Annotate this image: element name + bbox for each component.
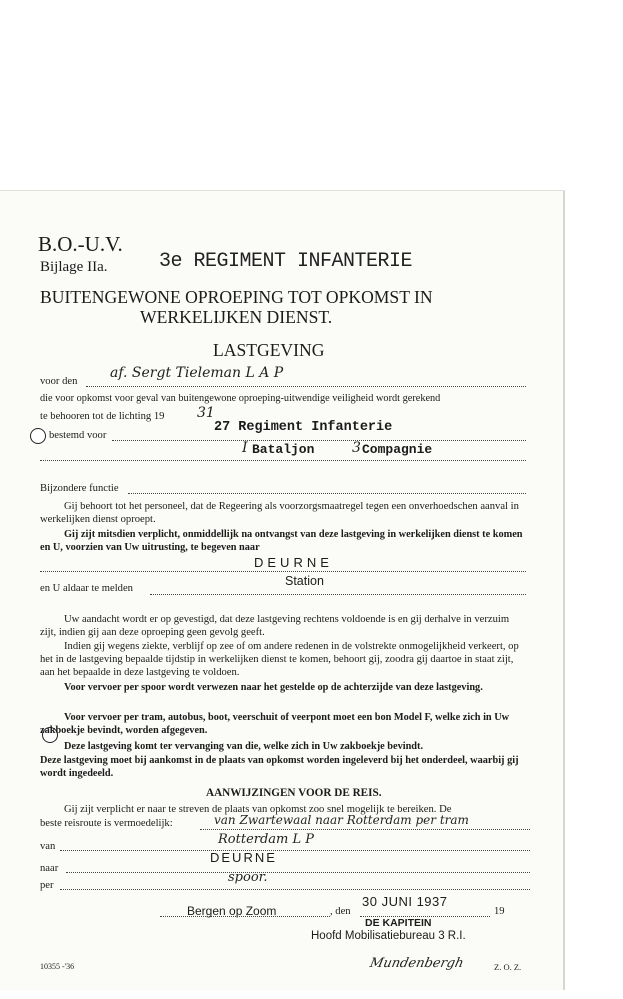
den-label: , den bbox=[330, 906, 351, 917]
route-line bbox=[200, 829, 530, 830]
compagnie-label: Compagnie bbox=[362, 442, 433, 457]
travel-heading: AANWIJZINGEN VOOR DE REIS. bbox=[206, 787, 382, 799]
van-label: van bbox=[40, 841, 56, 852]
travel-p1: Gij zijt verplicht er naar te streven de plaats van opkomst zoo snel mogelijk te bereiken. De bbox=[64, 804, 452, 815]
annex-label: Bijlage IIa. bbox=[40, 259, 108, 275]
instruction-p1: Gij behoort tot het personeel, dat de Regeering als voorzorgsmaatregel tegen een onverhoedschen aanval in werkelijken dienst oproept. bbox=[40, 501, 519, 526]
zoz-label: Z. O. Z. bbox=[494, 962, 522, 972]
report-label: en U aldaar te melden bbox=[40, 583, 133, 594]
instruction-p8: Deze lastgeving moet bij aankomst in de plaats van opkomst worden ingeleverd bij het onderdeel, waarbij gij wordt ingedeeld. bbox=[40, 755, 519, 780]
sheet-edge bbox=[563, 190, 565, 990]
instruction-p2: Gij zijt mitsdien verplicht, onmiddellijk na ontvangst van deze lastgeving in werkelijken dienst te komen en U, voorzien van Uw uitrusting, te begeven naar bbox=[40, 529, 523, 554]
instruction-p4: Indien gij wegens ziekte, verblijf op zee of om andere redenen in de volstrekte onmogelijkheid verkeert, op het in de lastgeving bepaalde tijdstip in werkelijken dienst te komen, behoort gij, zoodra gij daartoe in staat zijt, aan het bepaalde in deze lastgeving te voldoen. bbox=[40, 641, 519, 679]
footer-date: 30 JUNI 1937 bbox=[362, 894, 448, 909]
bataljon-line bbox=[40, 460, 526, 461]
footer-place: Bergen op Zoom bbox=[187, 904, 277, 918]
report-place: Station bbox=[285, 574, 324, 588]
naar-value: DEURNE bbox=[210, 850, 277, 865]
form-subtitle: LASTGEVING bbox=[213, 340, 325, 360]
instruction-p3: Uw aandacht wordt er op gevestigd, dat deze lastgeving rechtens voldoende is en gij derhalve in verzuim zijt, indien gij aan deze oproeping geen gevolg geeft. bbox=[40, 614, 510, 639]
van-line bbox=[60, 850, 530, 851]
instruction-p5: Voor vervoer per spoor wordt verwezen naar het gestelde op de achterzijde van deze lastgeving. bbox=[64, 682, 483, 693]
form-number: 10355 -'36 bbox=[40, 962, 75, 971]
compagnie-number: 3 bbox=[352, 440, 361, 456]
place-line bbox=[160, 916, 330, 917]
punch-hole-top bbox=[30, 428, 46, 444]
form-code: B.O.-U.V. bbox=[38, 232, 123, 256]
bataljon-number: I bbox=[242, 440, 248, 456]
regiment-line bbox=[112, 440, 526, 441]
regiment-stamp: 3e REGIMENT INFANTERIE bbox=[159, 250, 413, 273]
regiment-value: 27 Regiment Infanterie bbox=[214, 420, 393, 435]
mobilisation-office: Hoofd Mobilisatiebureau 3 R.I. bbox=[311, 930, 466, 942]
destination-line bbox=[40, 571, 526, 572]
naar-line bbox=[66, 872, 530, 873]
per-line bbox=[60, 889, 530, 890]
instruction-p7: Deze lastgeving komt ter vervanging van die, welke zich in Uw zakboekje bevindt. bbox=[64, 741, 424, 752]
voor-den-line bbox=[86, 386, 526, 387]
route-prefix: beste reisroute is vermoedelijk: bbox=[40, 818, 173, 829]
commander-rank: DE KAPITEIN bbox=[365, 917, 432, 929]
signature: Mundenbergh bbox=[368, 956, 465, 971]
report-line bbox=[150, 594, 526, 595]
functie-label: Bijzondere functie bbox=[40, 483, 119, 494]
voor-den-value: af. Sergt Tieleman L A P bbox=[110, 365, 284, 381]
route-value: van Zwartewaal naar Rotterdam per tram bbox=[214, 813, 469, 827]
form-title-2: WERKELIJKEN DIENST. bbox=[140, 307, 333, 327]
destination: DEURNE bbox=[254, 555, 333, 570]
instruction-p6: Voor vervoer per tram, autobus, boot, veerschuit of veerpont moet een bon Model F, welke zich in Uw zakboekje bevindt, worden afgegeven. bbox=[40, 712, 510, 737]
lichting-value: 31 bbox=[197, 405, 215, 421]
van-value: Rotterdam L P bbox=[218, 832, 315, 847]
bestemd-label: bestemd voor bbox=[49, 430, 107, 441]
naar-label: naar bbox=[40, 863, 59, 874]
voor-den-label: voor den bbox=[40, 376, 78, 387]
lichting-line-1: die voor opkomst voor geval van buitengewone oproeping-uitwendige veiligheid wordt gerekend bbox=[40, 393, 441, 404]
bataljon-label: Bataljon bbox=[252, 442, 315, 457]
form-title-1: BUITENGEWONE OPROEPING TOT OPKOMST IN bbox=[40, 287, 433, 307]
year-suffix: 19 bbox=[494, 906, 505, 917]
per-value: spoor. bbox=[228, 870, 268, 885]
per-label: per bbox=[40, 880, 54, 891]
functie-line bbox=[128, 493, 526, 494]
sheet-edge-top bbox=[0, 190, 565, 191]
lichting-prefix: te behooren tot de lichting 19 bbox=[40, 411, 165, 422]
